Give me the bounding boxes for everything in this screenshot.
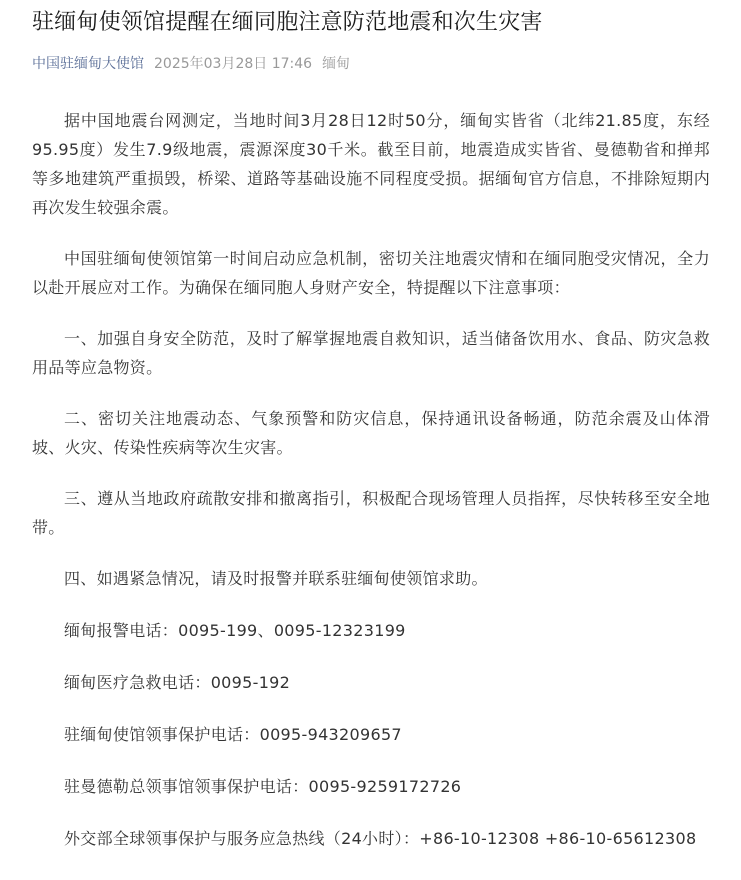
phone-mandalay-consulate: 驻曼德勒总领事馆领事保护电话：0095-9259172726	[64, 777, 462, 796]
article-content	[32, 106, 710, 853]
article-title: 驻缅甸使领馆提醒在缅同胞注意防范地震和次生灾害	[32, 10, 543, 35]
phone-myanmar-police: 缅甸报警电话：0095-199、0095-12323199	[64, 621, 406, 640]
paragraph-advice-3: 三、遵从当地政府疏散安排和撤离指引，积极配合现场管理人员指挥，尽快转移至安全地带。	[32, 489, 710, 537]
region-label: 缅甸	[322, 56, 351, 72]
source-link[interactable]: 中国驻缅甸大使馆	[32, 56, 144, 72]
paragraph-emergency-response: 中国驻缅甸使领馆第一时间启动应急机制，密切关注地震灾情和在缅同胞受灾情况，全力以赴开展应对工作。为确保在缅同胞人身财产安全，特提醒以下注意事项：	[32, 249, 710, 297]
paragraph-advice-2: 二、密切关注地震动态、气象预警和防灾信息，保持通讯设备畅通，防范余震及山体滑坡、火灾、传染性疾病等次生灾害。	[32, 409, 710, 457]
article-meta	[32, 54, 350, 74]
phone-myanmar-medical: 缅甸医疗急救电话：0095-192	[64, 673, 291, 692]
paragraph-advice-1: 一、加强自身安全防范，及时了解掌握地震自救知识，适当储备饮用水、食品、防灾急救用品等应急物资。	[32, 329, 710, 377]
phone-mfa-hotline: 外交部全球领事保护与服务应急热线（24小时）：+86-10-12308 +86-10-65612308	[64, 829, 697, 848]
publish-datetime: 2025年03月28日 17:46	[154, 56, 313, 72]
paragraph-advice-4: 四、如遇紧急情况，请及时报警并联系驻缅甸使领馆求助。	[64, 569, 488, 588]
phone-embassy-consular: 驻缅甸使馆领事保护电话：0095-943209657	[64, 725, 402, 744]
paragraph-earthquake-report: 据中国地震台网测定，当地时间3月28日12时50分，缅甸实皆省（北纬21.85度，东经95.95度）发生7.9级地震，震源深度30千米。截至目前，地震造成实皆省、曼德勒省和掸邦等多地建筑严重损毁，桥梁、道路等基础设施不同程度受损。据缅甸官方信息，不排除短期内再次发生较强余震。	[32, 111, 710, 217]
